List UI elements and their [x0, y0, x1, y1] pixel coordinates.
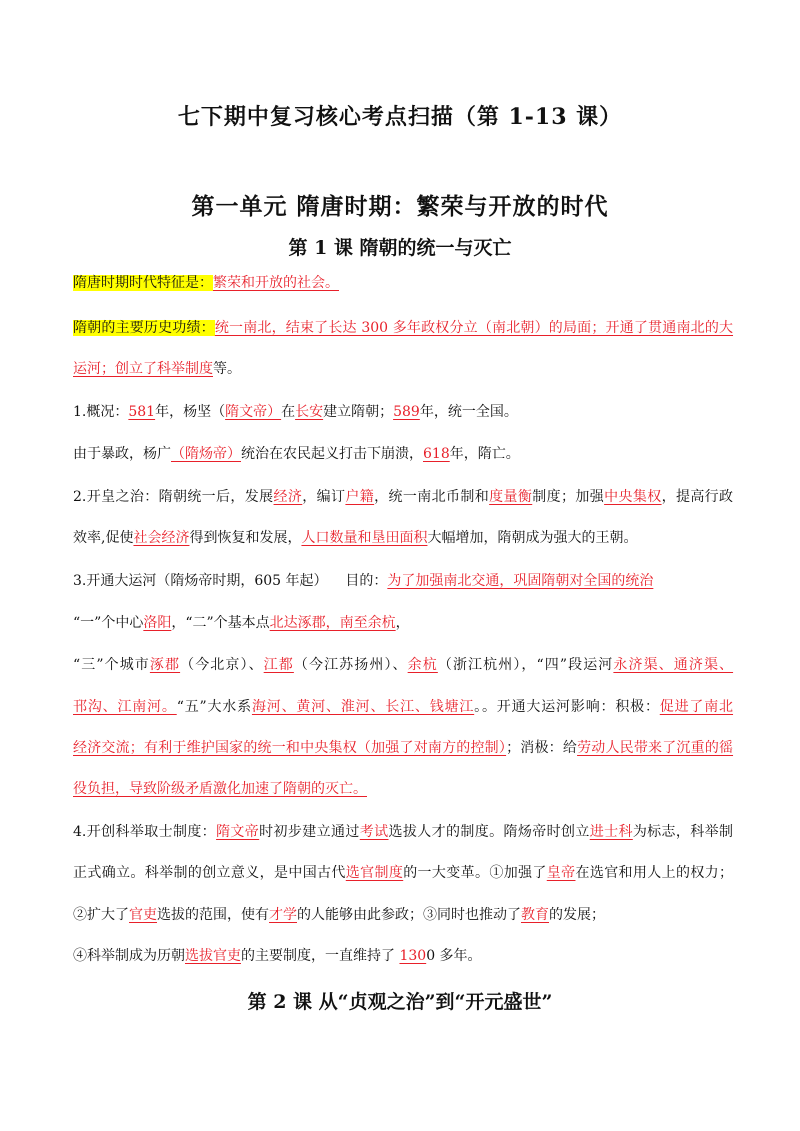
answer: 经济交流；有利于维护国家的统一和中央集权（加强了对南方的控制）	[73, 740, 507, 756]
text: “三”个城市	[73, 657, 150, 673]
answer: 役负担，导致阶级矛盾激化加速了隋朝的灭亡。	[73, 781, 367, 797]
lesson-2-title: 第 2 课 从“贞观之治”到“开元盛世”	[247, 991, 553, 1013]
text: 选拔人才的制度。隋炀帝时创立	[388, 824, 590, 840]
text: （浙江杭州），“四”段运河	[437, 657, 614, 673]
text: ，提高行政	[661, 489, 734, 505]
answer: 进士科	[589, 824, 633, 840]
canal-impact-cont	[73, 779, 733, 799]
highlighted-label: 隋朝的主要历史功绩：	[73, 320, 215, 336]
answer: 隋文帝	[216, 824, 260, 840]
sui-achievements-line	[73, 318, 733, 338]
highlighted-label: 隋唐时期时代特征是：	[73, 275, 213, 291]
text: 4.开创科举取士制度：	[73, 824, 217, 840]
answer: 581	[128, 404, 156, 420]
keju-line	[73, 822, 733, 842]
lesson-1-title: 第 1 课 隋朝的统一与灭亡	[288, 237, 512, 259]
text: 的主要制度，一直维持了	[241, 948, 400, 964]
canal-impact-line	[73, 738, 733, 758]
answer: 江都	[263, 657, 294, 673]
text: ，统一南北币制和	[374, 489, 490, 505]
text: ；消极：给	[506, 740, 578, 756]
text: 的人能够由此参政；③同时也推动了	[297, 907, 521, 923]
text: 。。开通大运河影响：积极：	[474, 699, 660, 715]
answer: 教育	[521, 907, 549, 923]
answer: 皇帝	[546, 865, 576, 881]
keju-scope-line	[73, 905, 733, 925]
answer: 度量衡	[489, 489, 533, 505]
text: 年，统一全国。	[419, 404, 518, 420]
text: 1.概况：	[73, 404, 129, 420]
answer: 海河、黄河、淮河、长江、钱塘江	[251, 699, 475, 715]
text: 2.开皇之治：隋朝统一后，发展	[73, 489, 274, 505]
text: 在选官和用人上的权力；	[575, 865, 734, 881]
text: （今北京）、	[180, 657, 264, 673]
text: 的发展；	[549, 907, 605, 923]
text: “五”大水系	[176, 699, 252, 715]
answer: 邗沟、江南河。	[73, 699, 177, 715]
kaihuang-cont	[73, 528, 733, 548]
answer: 永济渠、通济渠、	[613, 657, 734, 673]
answer: 运河；创立了科举制度	[73, 361, 213, 377]
answer: 隋文帝）	[225, 404, 282, 420]
collapse-line	[73, 444, 733, 464]
answer: 130	[399, 948, 427, 964]
text: 年，杨坚（	[155, 404, 226, 420]
answer: 经济	[273, 489, 303, 505]
text: 统治在农民起义打击下崩溃，	[241, 446, 423, 462]
answer: 618	[423, 446, 450, 462]
answer: 人口数量和垦田面积	[301, 530, 428, 546]
unit-title: 第一单元 隋唐时期：繁荣与开放的时代	[191, 193, 609, 220]
text: 在	[281, 404, 296, 420]
answer: 统一南北，结束了长达 300 多年政权分立（南北朝）的局面；开通了贯通南北的大	[214, 320, 734, 336]
answer: 涿郡	[149, 657, 181, 673]
text: ，“二”个基本点	[171, 615, 270, 631]
answer: 为了加强南北交通，巩固隋朝对全国的统治	[387, 573, 654, 589]
text: 0 多年。	[426, 948, 482, 964]
text: 建立隋朝；	[323, 404, 394, 420]
answer: 才学	[269, 907, 297, 923]
answer: 考试	[359, 824, 389, 840]
answer: 洛阳	[143, 615, 172, 631]
canal-center-line	[73, 613, 733, 633]
answer: 社会经济	[133, 530, 190, 546]
answer: 长安	[295, 404, 324, 420]
text: “一”个中心	[73, 615, 144, 631]
text: 等。	[213, 361, 241, 377]
text: ，	[395, 615, 410, 631]
answer: 劳动人民带来了沉重的徭	[577, 740, 734, 756]
text: 时初步建立通过	[259, 824, 360, 840]
document-title: 七下期中复习核心考点扫描（第 1-13 课）	[177, 104, 623, 130]
text: 大幅增加，隋朝成为强大的王朝。	[427, 530, 638, 546]
text: 由于暴政，杨广	[73, 446, 171, 462]
text: 得到恢复和发展，	[189, 530, 302, 546]
text: （今江苏扬州）、	[293, 657, 408, 673]
sui-achievements-cont	[73, 359, 733, 379]
text: 年，隋亡。	[449, 446, 520, 462]
answer: 户籍	[345, 489, 375, 505]
answer: 官吏	[129, 907, 157, 923]
keju-duration-line	[73, 946, 733, 966]
answer: 北达涿郡，南至余杭	[269, 615, 396, 631]
answer: （隋炀帝）	[171, 446, 241, 462]
answer: 促进了南北	[659, 699, 734, 715]
text: 选拔的范围，使有	[157, 907, 269, 923]
text: 为标志，科举制	[632, 824, 734, 840]
canal-rivers-line	[73, 697, 733, 717]
answer: 余杭	[407, 657, 438, 673]
kaihuang-line	[73, 487, 733, 507]
text: 效率,促使	[73, 530, 134, 546]
text: 制度；加强	[532, 489, 605, 505]
canal-line	[73, 571, 733, 591]
era-feature-line	[73, 273, 733, 293]
answer: 选官制度	[345, 865, 404, 881]
answer: 中央集权	[604, 489, 662, 505]
canal-cities-line	[73, 655, 733, 675]
answer: 繁荣和开放的社会。	[213, 275, 339, 291]
overview-line	[73, 402, 733, 422]
text: ②扩大了	[73, 907, 129, 923]
text: 的一大变革。①加强了	[403, 865, 547, 881]
answer: 589	[393, 404, 420, 420]
text: ，编订	[302, 489, 346, 505]
answer: 选拔官吏	[185, 948, 241, 964]
text: 正式确立。科举制的创立意义，是中国古代	[73, 865, 346, 881]
keju-significance-line	[73, 863, 733, 883]
text: ④科举制成为历朝	[73, 948, 185, 964]
text: 3.开通大运河（隋炀帝时期，605 年起） 目的：	[73, 573, 388, 589]
